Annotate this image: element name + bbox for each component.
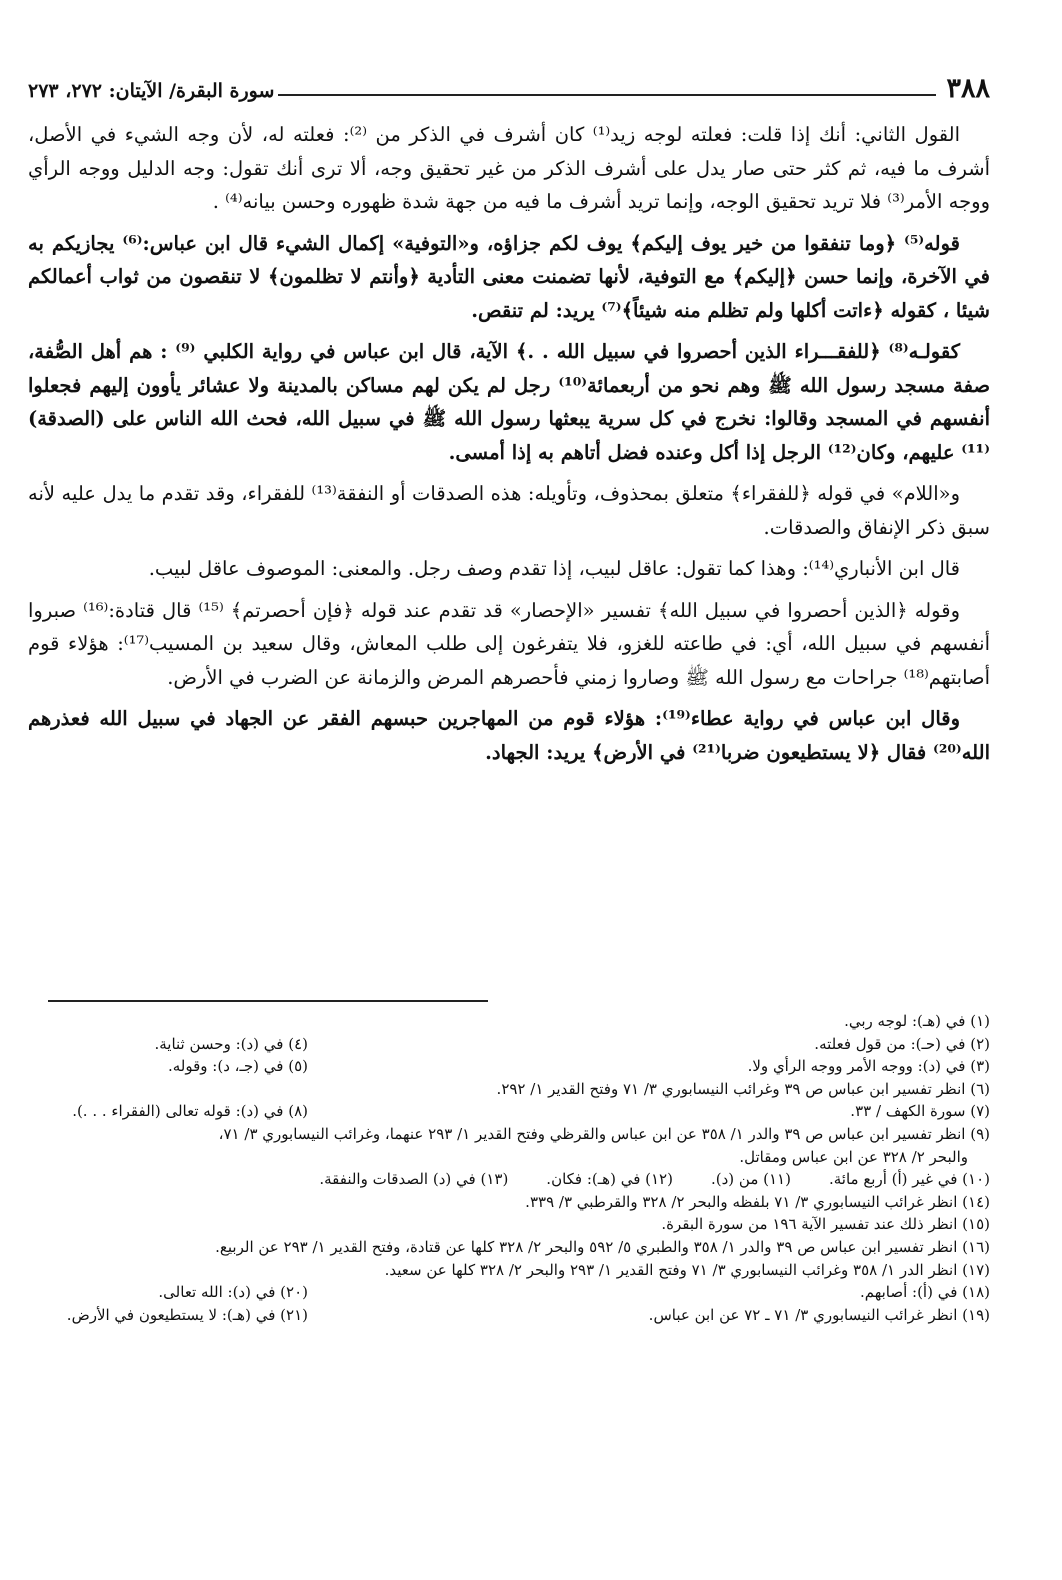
- paragraph-4: و«اللام» في قوله ﴿للفقراء﴾ متعلق بمحذوف، وتأويله: هذه الصدقات أو النفقة⁽¹³⁾ للفقراء، وقد تقدم ما يدل عليه لأنه سبق ذكر الإنفاق والصدقات.: [28, 482, 990, 539]
- paragraph-7: وقال ابن عباس في رواية عطاء⁽¹⁹⁾: هؤلاء قوم من المهاجرين حبسهم الفقر عن الجهاد في سبيل الله فعذرهم الله⁽²⁰⁾ فقال ﴿لا يستطيعون ضربا⁽²¹⁾ في الأرض﴾ يريد: الجهاد.: [28, 707, 990, 764]
- page-number: ٣٨٨: [946, 73, 990, 104]
- footnote-9: (٩) انظر تفسير ابن عباس ص ٣٩ والدر ١/ ٣٥٨ عن ابن عباس والقرظي وفتح القدير ١/ ٢٩٣ عنهما، وغرائب النيسابوري ٣/ ٧١،: [218, 1124, 990, 1143]
- footnote-10: (١٠) في غير (أ) أربع مائة.: [828, 1170, 990, 1189]
- running-header: [28, 62, 990, 102]
- footnote-13: (١٣) في (د) الصدقات والنفقة.: [319, 1170, 509, 1189]
- footnote-7: (٧) سورة الكهف / ٣٣.: [850, 1102, 990, 1121]
- footnote-19: (١٩) انظر غرائب النيسابوري ٣/ ٧١ ـ ٧٢ عن ابن عباس.: [648, 1305, 990, 1324]
- header-title: سورة البقرة/ الآيتان: ٢٧٢، ٢٧٣: [28, 80, 275, 102]
- footnote-6: (٦) انظر تفسير ابن عباس ص ٣٩ وغرائب النيسابوري ٣/ ٧١ وفتح القدير ١/ ٢٩٢.: [496, 1079, 990, 1098]
- footnote-21: (٢١) في (هـ): لا يستطيعون في الأرض.: [66, 1305, 308, 1324]
- paragraph-6: وقوله ﴿الذين أحصروا في سبيل الله﴾ تفسير «الإحصار» قد تقدم عند قوله ﴿فإن أحصرتم﴾ ⁽¹⁵⁾ قال قتادة:⁽¹⁶⁾ صبروا أنفسهم في سبيل الله، أي: في طاعته للغزو، فلا يتفرغون إلى طلب المعاش، وقال سعيد بن المسيب⁽¹⁷⁾: هؤلاء قوم أصابتهم⁽¹⁸⁾ جراحات مع رسول الله ﷺ وصاروا زمني فأحصرهم المرض والزمانة عن الضرب في الأرض.: [28, 598, 990, 689]
- footnote-9-continued: والبحر ٢/ ٣٢٨ عن ابن عباس ومقاتل.: [739, 1147, 968, 1166]
- footnote-3: (٣) في (د): ووجه الأمر ووجه الرأي ولا.: [747, 1057, 990, 1076]
- footnote-1: (١) في (هـ): لوجه ربي.: [844, 1012, 990, 1030]
- footnote-17: (١٧) انظر الدر ١/ ٣٥٨ وغرائب النيسابوري ٣/ ٧١ وفتح القدير ١/ ٢٩٣ والبحر ٢/ ٣٢٨ كلها عن سعيد.: [384, 1260, 990, 1279]
- footnote-row: [28, 1078, 990, 1101]
- paragraph-5: قال ابن الأنباري⁽¹⁴⁾: وهذا كما تقول: عاقل لبيب، إذا تقدم وصف رجل. والمعنى: الموصوف عاقل لبيب.: [148, 557, 960, 580]
- footnote-8: (٨) في (د): قوله تعالى (الفقراء . . .).: [72, 1102, 308, 1121]
- footnote-2: (٢) في (حـ): من قول فعلته.: [814, 1034, 990, 1053]
- footnote-separator: [48, 1000, 488, 1002]
- main-text: [28, 118, 990, 777]
- footnote-11: (١١) من (د).: [710, 1170, 791, 1189]
- footnote-14: (١٤) انظر غرائب النيسابوري ٣/ ٧١ بلفظه والبحر ٢/ ٣٢٨ والقرطبي ٣/ ٣٣٩.: [525, 1192, 990, 1211]
- footnote-row: [28, 1033, 990, 1056]
- footnote-row: [28, 1010, 990, 1033]
- paragraph-2: قوله⁽⁵⁾ ﴿وما تنفقوا من خير يوف إليكم﴾ يوف لكم جزاؤه، و«التوفية» إكمال الشيء قال ابن عباس:⁽⁶⁾ يجازيكم به في الآخرة، وإنما حسن ﴿إليكم﴾ مع التوفية، لأنها تضمنت معنى التأدية ﴿وأنتم لا تظلمون﴾ لا تنقصون من ثواب أعمالكم شيئا ، كقوله ﴿ءاتت أكلها ولم تظلم منه شيئاً﴾⁽⁷⁾ يريد: لم تنقص.: [28, 231, 990, 322]
- footnotes: [28, 1010, 990, 1326]
- footnote-5: (٥) في (جـ، د): وقوله.: [167, 1057, 308, 1076]
- paragraph-3: كقولـه⁽⁸⁾ ﴿للفقـــراء الذين أحصروا في سبيل الله . .﴾ الآية، قال ابن عباس في رواية الكلبي ⁽⁹⁾ : هم أهل الصُّفة، صفة مسجد رسول الله ﷺ وهم نحو من أربعمائة⁽¹⁰⁾ رجل لم يكن لهم مساكن بالمدينة ولا عشائر يأوون إليهم فجعلوا أنفسهم في المسجد وقالوا: نخرج في كل سرية يبعثها رسول الله ﷺ في سبيل الله، فحث الله الناس على (الصدقة)⁽¹¹⁾ عليهم، وكان⁽¹²⁾ الرجل إذا أكل وعنده فضل أتاهم به إذا أمسى.: [28, 340, 990, 464]
- header-rule: [278, 94, 936, 96]
- footnote-15: (١٥) انظر ذلك عند تفسير الآية ١٩٦ من سورة البقرة.: [661, 1215, 990, 1234]
- footnote-row: [28, 1055, 990, 1078]
- footnote-12: (١٢) في (هـ): فكان.: [546, 1170, 673, 1189]
- footnote-row: [28, 1281, 990, 1304]
- footnote-18: (١٨) في (أ): أصابهم.: [859, 1283, 990, 1302]
- footnote-row: [28, 1304, 990, 1327]
- footnote-16: (١٦) انظر تفسير ابن عباس ص ٣٩ والدر ١/ ٣٥٨ والطبري ٥/ ٥٩٢ والبحر ٢/ ٣٢٨ كلها عن قتادة، وفتح القدير ١/ ٢٩٣ عن الربيع.: [215, 1237, 990, 1256]
- footnote-20: (٢٠) في (د): الله تعالى.: [158, 1283, 308, 1302]
- footnote-row: [28, 1100, 990, 1123]
- footnote-row: [28, 1168, 990, 1191]
- paragraph-1: القول الثاني: أنك إذا قلت: فعلته لوجه زيد⁽¹⁾ كان أشرف في الذكر من ⁽²⁾: فعلته له، لأن وجه الشيء في الأصل، أشرف ما فيه، ثم كثر حتى صار يدل على أشرف الذكر من غير تحقيق وجه، ألا ترى أنك تقول: وجه الدليل ووجه الرأي ووجه الأمر⁽³⁾ فلا تريد تحقيق الوجه، وإنما تريد أشرف ما فيه من جهة شدة ظهوره وحسن بيانه⁽⁴⁾ .: [28, 123, 990, 213]
- footnote-4: (٤) في (د): وحسن ثناية.: [154, 1034, 308, 1053]
